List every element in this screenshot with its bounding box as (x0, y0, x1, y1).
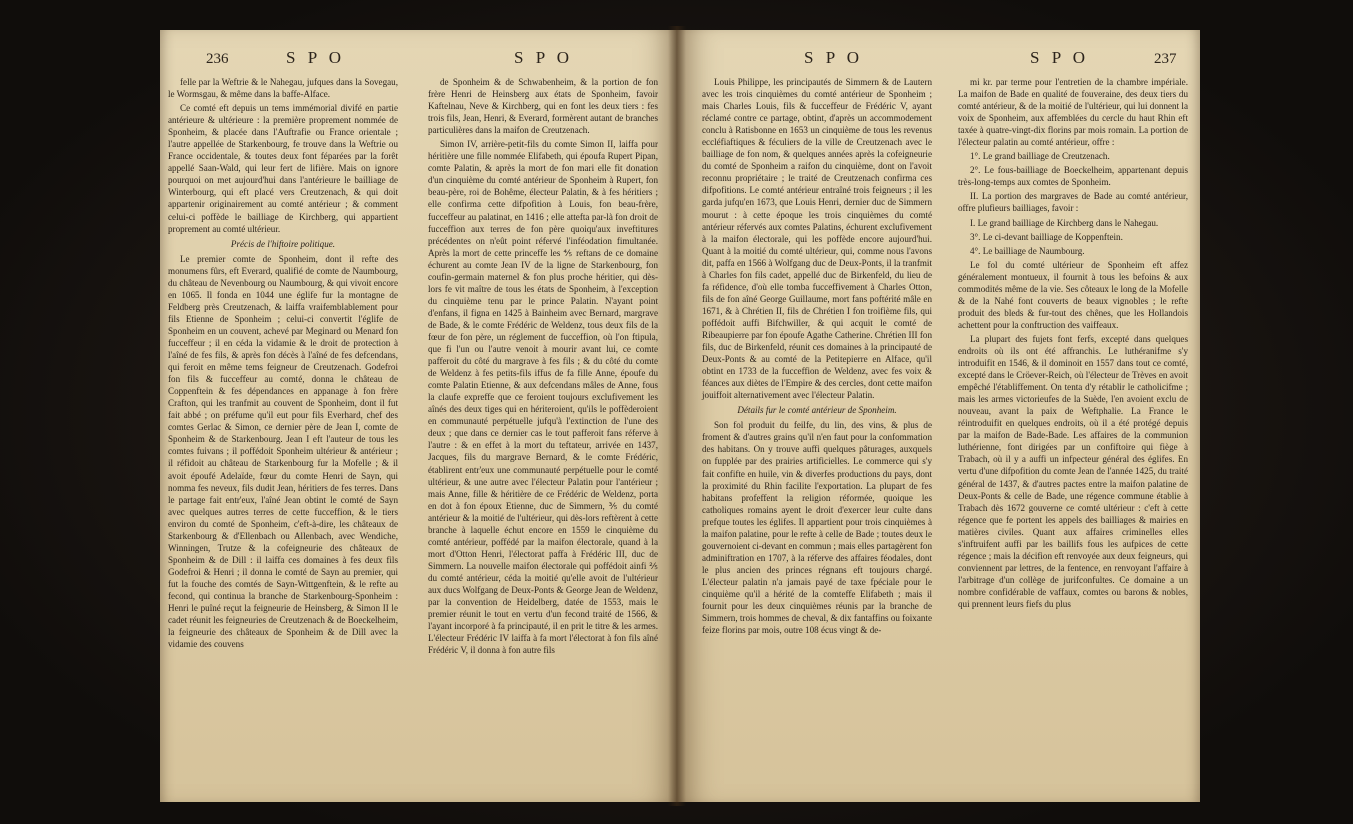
right-page (676, 30, 1200, 802)
right-page-header (676, 48, 1200, 72)
paragraph: Louis Philippe, les principautés de Simmern & de Lautern avec les trois cinquièmes du comté antérieur de Sponheim ; mais Charles Louis, fils & fucceffeur de Frédéric V, ayant réclamé contre ce partage, obtint, d'après un accommodement conclu à Ratisbonne en 1653 un cinquième de tous les revenus eccléfiaftiques & féculiers de la ville de Creutzenach avec le bailliage de fon nom, & quelques années après la cofeigneurie du comté de Sponheim a raifon du cinquième, dont on l'avoit reconnu propriétaire ; le traité de Creutzenach confirma ces difpofitions. Le comté antérieur entraîné trois feigneurs ; il les garda jufqu'en 1673, que Louis Henri, dernier duc de Simmern mourut : à cette époque les trois cinquièmes du comté antérieur réfervés aux comtes Palatins, échurent exclufivement à la maifon électorale, qui les poffède encore aujourd'hui. Quant à la moitié du comté ultérieur, qui, comme nous l'avons dit, paffa en 1566 à Wolfgang duc de Deux-Ponts, il la tranfmit à Charles fon fils cadet, appellé duc de Birkenfeld, du lieu de fa réfidence, d'où elle tomba fucceffivement à Charles Otton, fils de fon aîné George Guillaume, mort fans poftérité mâle en 1671, & à Chrétien II, fils de Chrétien I fon troifième fils, qui poffédoit auffi Bifchwiller, & qui acquit le comté de Ribeaupierre par fon époufe Agathe Catherine. Chrétien III fon fils, duc de Birkenfeld, réunit ces domaines à la principauté de Deux-Ponts & au comté de la Petitepierre en Alface, qu'il obtint en 1733 de la fucceffion de Weldenz, avec fes voix & féances aux diètes de l'Empire & des cercles, dont cette maifon jouiffoit alternativement avec l'électeur Palatin. (702, 77, 932, 401)
running-head: S P O (286, 48, 346, 67)
list-item: 1°. Le grand bailliage de Creutzenach. (970, 151, 1110, 162)
section-heading: Détails fur le comté antérieur de Sponheim. (737, 405, 897, 416)
paragraph: mi kr. par terme pour l'entretien de la chambre impériale. La maifon de Bade en qualité de fouveraine, des deux tiers du comté antérieur, & de la moitié de l'ultérieur, qui lui donnent la voix de Sponheim, aux affemblées du cercle du haut Rhin eft taxée à quatre-vingt-dix florins par mois romain. La portion de l'électeur palatin au comté antérieur, offre : (958, 77, 1188, 148)
running-head: S P O (514, 48, 574, 67)
paragraph: de Sponheim & de Schwabenheim, & la portion de fon frère Henri de Heinsberg aux états de Sponheim, favoir Kaftelnau, Neve & Kirchberg, qui en font les deux tiers : fes trois fils, Jean, Henri, & Everard, formèrent autant de branches particulières dans la maifon de Creutzenach. (428, 77, 658, 136)
running-head: S P O (1030, 48, 1090, 67)
paragraph: Son fol produit du feilfe, du lin, des vins, & plus de froment & d'autres grains qu'il n'en faut pour la confommation des habitans. On y trouve auffi quelques pâturages, auxquels on fupplée par des prairies artificielles. Le commerce qui s'y fait confifte en huile, vin & diverfes productions du pays, dont la proximité du Rhin facilite l'exportation. La plupart de fes habitans profeffent la religion réformée, quoique les catholiques romains ayent le droit d'exercer leur culte dans prefque toutes les églifes. Il appartient pour trois cinquièmes à la maifon palatine, pour le refte à celle de Bade ; toutes deux le gouvernoient ci-devant en commun ; mais elles partagèrent fon adminiftration en 1707, à la réferve des affaires féodales, dont le plus ancien des princes régnans eft toujours chargé. L'électeur palatin n'a jamais payé de taxe fpéciale pour le cinquième qu'il a hérité de la comteffe Elifabeth ; mais il fournit pour les deux cinquièmes réunis par la branche de Simmern, trois hommes de cheval, & dix fantaffins ou foixante feize florins par mois, outre 108 écus vingt & de- (702, 420, 932, 636)
list-item: 3°. Le ci-devant bailliage de Koppenftein. (970, 231, 1123, 242)
page-number: 236 (206, 51, 229, 67)
paragraph: II. La portion des margraves de Bade au comté antérieur, offre plufieurs bailliages, favoir : (958, 191, 1188, 214)
list-item: 4°. Le bailliage de Naumbourg. (970, 245, 1085, 256)
page-number: 237 (1154, 51, 1177, 67)
paragraph: Le fol du comté ultérieur de Sponheim eft affez généralement montueux, il fournit à tous les befoins & aux commodités même de la vie. Ses côteaux le long de la Mofelle & de la Nahé font couverts de beaux vignobles ; le refte produit des bleds & fur-tout des chênes, que les Hollandois achettent pour la conftruction des vaiffeaux. (958, 259, 1188, 330)
paragraph: felle par la Weftrie & le Nahegau, jufques dans la Sovegau, le Wormsgau, & même dans la baffe-Alface. (168, 77, 398, 100)
text-column (168, 76, 398, 650)
list-item: I. Le grand bailliage de Kirchberg dans le Nahegau. (970, 217, 1159, 228)
running-head: S P O (804, 48, 864, 67)
list-item: 2°. Le fous-bailliage de Boeckelheim, appartenant depuis très-long-temps aux comtes de Sponheim. (958, 165, 1188, 188)
paragraph: Simon IV, arrière-petit-fils du comte Simon II, laiffa pour héritière une fille nommée Elifabeth, qui époufa Rupert Pipan, comte Palatin, & après la mort de fon mari elle fit donation d'un cinquième du comté antérieur de Sponheim à Rupert, fon beau-père, roi de Bohême, électeur Palatin, & à fes héritiers ; elle confirma cette difpofition à Louis, fon beau-frère, fucceffeur au palatinat, en 1416 ; elle attefta par-là fon droit de fucceffion aux terres de fon père quoiqu'aux inveftitures précédentes on n'eût point réfervé l'inféodation fimultanée. Après la mort de cette princeffe les ⅘ reftans de ce domaine échurent au comte Jean IV de la ligne de Starkenbourg, fon coufin-germain maternel & fon plus proche héritier, qui dès-lors fe vit maître de tous les états de Sponheim, à l'exception du cinquième tenu par le prince Palatin. N'ayant point d'enfans, il figna en 1425 à Bainheim avec Bernard, margrave de Bade, & le comte Frédéric de Weldenz, tous deux fils de la fœur de fon père, un réglement de fucceffion, où l'on ftipula, que fi l'un ou l'autre venoit à mourir avant lui, ce comte pafferoit du côté du margrave à fes fils ; & du côté du comte de Weldenz à fes petits-fils iffus de fa fille Anne, époufe du comte Palatin Etienne, & aux defcendans mâles de Anne, fous la claufe expreffe que ce feroient toujours exclufivement les aînés des deux tiges qui en hériteroient, qu'ils le poffèderoient en communauté perpétuelle jufqu'à l'extinction de l'une des deux ; que dans ce dernier cas le tout pafferoit fans réferve à l'autre : & en effet à la mort du teftateur, arrivée en 1437, Jacques, fils du margrave Bernard, & le comte Frédéric, établirent entr'eux une communauté perpétuelle pour le comté ultérieur, & une autre avec l'électeur Palatin pour l'antérieur ; mais Anne, fille & héritière de ce Frédéric de Weldenz, porta en dot à fon époux Etienne, duc de Simmern, ⅗ du comté antérieur & la moitié de l'ultérieur, qui dès-lors reftèrent à cette branche à laquelle échut encore en 1559 le cinquième du comté antérieur, poffédé par la maifon électorale, quand à la mort d'Otton Henri, l'électorat paffa à Frédéric III, duc de Simmern. La nouvelle maifon électorale qui poffédoit ainfi ⅖ du comté antérieur, céda la moitié qu'elle avoit de l'ultérieur aux ducs Wolfgang de Deux-Ponts & George Jean de Weldenz, par la convention de Heidelberg, datée de 1553, mais le premier réunit le tout en vertu d'un fecond traité de 1566, & l'ayant incorporé à fa principauté, il en prit le titre & les armes. L'électeur Frédéric IV laiffa à fa mort l'électorat à fon fils aîné Frédéric V, il donna à fon autre fils (428, 139, 658, 656)
left-page (160, 30, 680, 802)
book-gutter (668, 26, 686, 806)
text-column (428, 76, 658, 656)
text-column (958, 76, 1188, 610)
section-heading: Précis de l'hiftoire politique. (230, 238, 336, 249)
text-column (702, 76, 932, 636)
left-page-header (160, 48, 680, 72)
paragraph: Le premier comte de Sponheim, dont il refte des monumens fûrs, eft Everard, qualifié de comte de Naumbourg, du château de Nevenbourg ou Naumbourg, & qui vivoit encore en 1065. Il fonda en 1044 une églife fur la montagne de Feldberg près Creutzenach, & laiffa vraifemblablement pour fils Etienne de Sponheim ; celui-ci convertit l'églife de Sponheim en un couvent, achevé par Meginard ou Menard fon fucceffeur ; il en céda la vidamie & le droit de protection à l'aîné de fes fils, & après fon décès à l'aîné de fes defcendans, qui feroit en même tems feigneur de Creutzenach. Godefroi fon fils & fucceffeur au comté, donna le château de Coppenftein & fes dépendances en appanage à fon frère Crafton, qui les tranfmit au couvent de Sponheim, dont il fut fait abbé ; on préfume qu'il eut pour fils Everhard, chef des comtes Gerlac & Simon, ce dernier père de Jean I, comte de Sponheim & de Starkenbourg. Jean I eft l'auteur de tous les comtes fuivans ; il poffédoit Sponheim ultérieur & antérieur ; il réfidoit au château de Starkenbourg fur la Mofelle ; & il avoit époufé Adelaïde, fœur du comte Henri de Sayn, qui nomma fes neveux, fils dudit Jean, héritiers de fes terres. Dans le partage fait entr'eux, l'aîné Jean obtint le comté de Sayn avec quelques autres terres de cette fucceffion, & le tiers environ du comté de Sponheim, c'eft-à-dire, les châteaux de Starkenbourg & d'Ellenbach ou Allenbach, avec Wendiche, Winningen, Trutze & la cofeigneurie des châteaux de Sponheim & de Dill : il laiffa ces domaines à fes deux fils Godefroi & Henri ; il donna le comté de Sayn au premier, qui fut la fouche des comtés de Sayn-Wittgenftein, & le refte au fecond, qui continua la branche de Starkenbourg-Sponheim : Henri le puîné reçut la feigneurie de Heinsberg, & Simon II le cadet réunit les feigneuries de Creutzenach & de Boeckelheim, la feigneurie des châteaux de Sponheim & de Dill avec la vidamie des couvens (168, 253, 398, 650)
paragraph: Ce comté eft depuis un tems immémorial divifé en partie antérieure & ultérieure : la première proprement nommée de Sponheim, & placée dans l'Auftrafie ou France orientale ; l'autre appellée de Starkenbourg, fe trouve dans la Weftrie ou France occidentale, & toutes deux font féparées par la forêt appellé Saan-Wald, qui leur fert de lifière. Mais on ignore pourquoi on met aujourd'hui dans l'antérieure le bailliage de Winterbourg, qui eft placé vers Creutzenach, & qui doit appartenir originairement au comté antérieur ; & comment celui-ci poffède le bailliage de Kirchberg, qui appartient proprement au comté ultérieur. (168, 103, 398, 234)
paragraph: La plupart des fujets font ferfs, excepté dans quelques endroits où ils ont été affranchis. Le luthéranifme s'y introduifit en 1546, & il dominoit en 1557 dans tout ce comté, excepté dans le Cröever-Reich, où l'électeur de Trèves en avoit empêché l'établiffement. On tenta d'y rétablir le catholicifme ; mais les armes victorieufes de la Suède, l'en avoient exclu de nouveau, avant la paix de Weftphalie. La France le réintroduifit en quelques endroits, où il a été protégé depuis par la maifon de Bade-Bade. Les affaires de la communion luthérienne, font dirigées par un confiftoire qui fiège à Trabach, où il y a auffi un infpecteur général des églifes. En vertu d'une difpofition du comte Jean de l'année 1425, du traité général de 1437, & d'autres pactes entre la maifon palatine de Deux-Ponts & celle de Bade, une régence commune établie à Trabach dès 1672 gouverne ce comté ultérieur : c'eft à cette régence que fe portent les appels des bailliages & mairies en matières civiles. Quant aux affaires criminelles elles s'inftruifent auffi par les baillifs fous les aufpices de cette régence ; mais la décifion eft renvoyée aux deux feigneurs, qui conviennent par lettres, de la fentence, en renvoyant l'affaire à l'arbitrage d'un collège de jurifconfultes. Ce domaine a un nombre confidérable de vaffaux, comtes ou barons & nobles, qui prennent leurs fiefs du plus (958, 333, 1188, 609)
